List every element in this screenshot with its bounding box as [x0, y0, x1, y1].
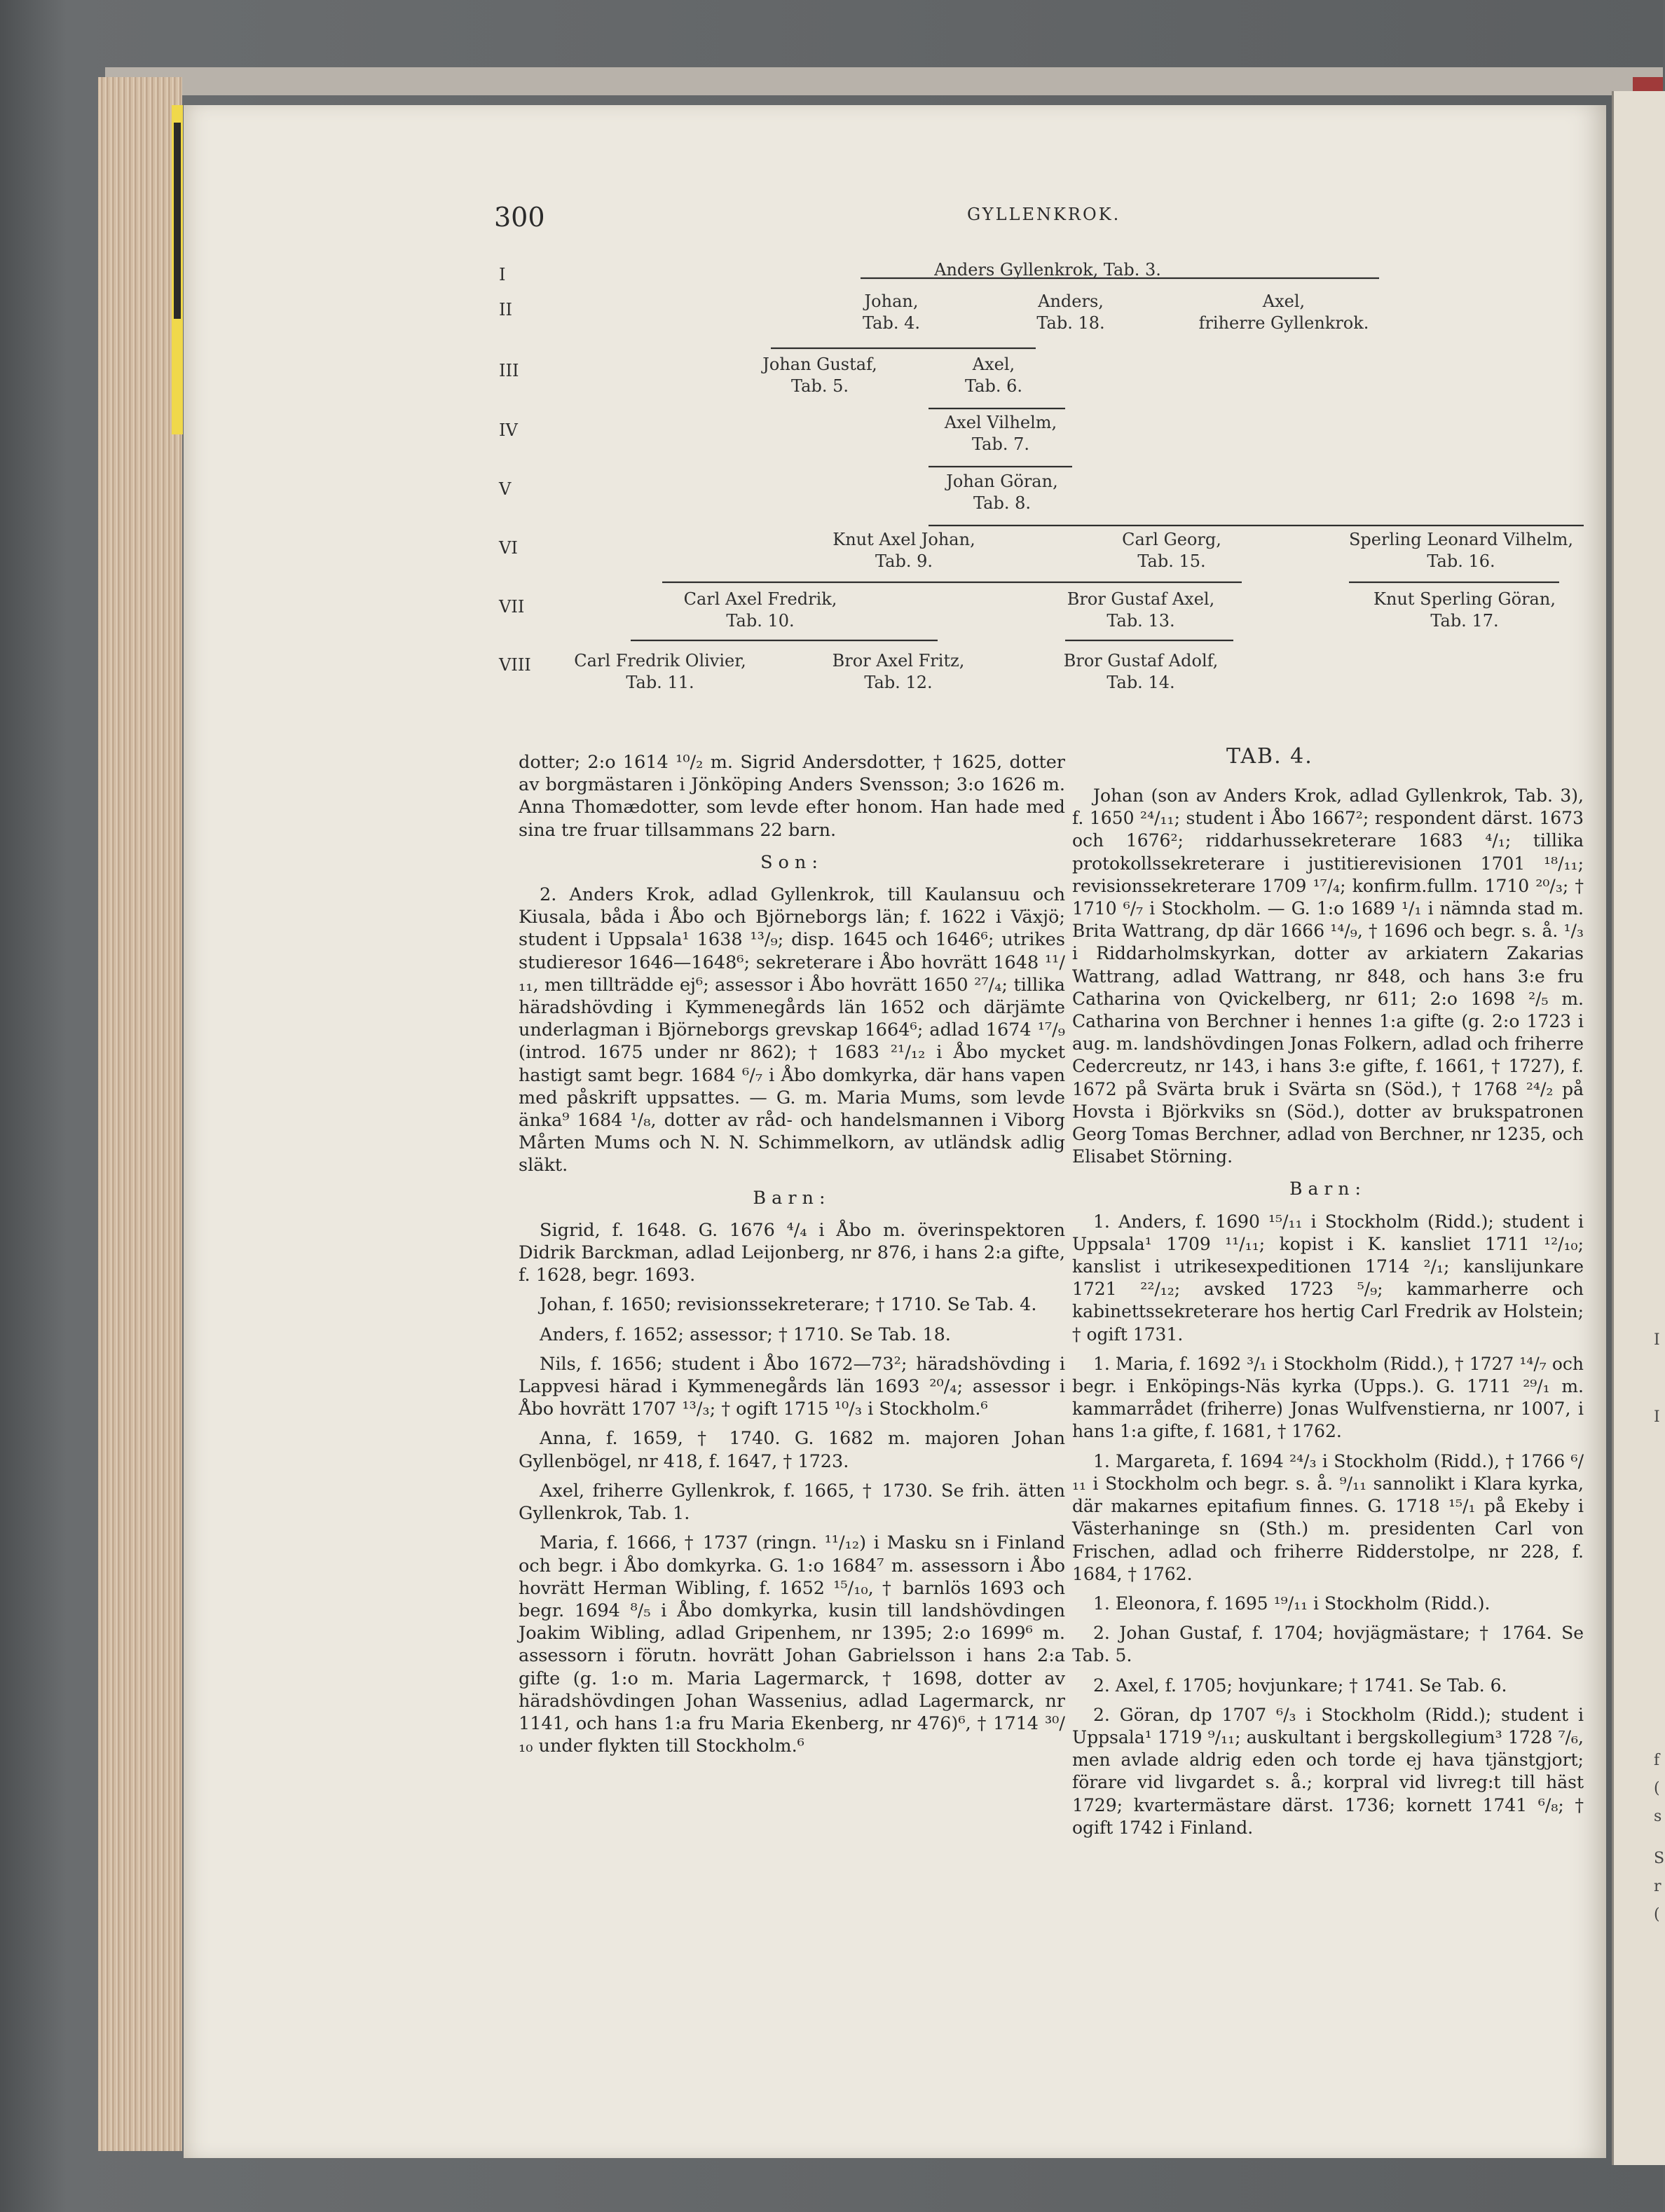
- person-name: Carl Axel Fredrik,: [683, 589, 837, 609]
- person-name: Knut Axel Johan,: [832, 530, 975, 549]
- person-name: Axel,: [972, 355, 1015, 374]
- generation-label: VIII: [499, 655, 531, 675]
- section-heading: Son:: [760, 851, 823, 873]
- paragraph: Axel, friherre Gyllenkrok, f. 1665, † 1730. Se frih. ätten Gyllenkrok, Tab. 1.: [519, 1480, 1065, 1525]
- tree-person: [1199, 291, 1369, 334]
- paragraph: dotter; 2:o 1614 ¹⁰/₂ m. Sigrid Andersdotter, † 1625, dotter av borgmästaren i Jönköping Anders Svensson; 3:o 1626 m. Anna Thomædotter, som levde efter honom. Han hade med sina tre fruar tillsammans 22 barn.: [519, 752, 1065, 841]
- generation-label: VII: [499, 597, 525, 617]
- paragraph: 2. Anders Krok, adlad Gyllenkrok, till Kaulansuu och Kiusala, båda i Åbo och Björneborgs län; f. 1622 i Växjö; student i Uppsala¹ 1638 ¹³/₉; disp. 1645 och 1646⁶; utrikes studieresor 1646—1648⁶; sekreterare i Åbo hovrätt 1648 ¹¹/₁₁, men tillträdde ej⁶; assessor i Åbo hovrätt 1650 ²⁷/₄; tillika häradshövding i Kymmenegårds län 1652 och därjämte underlagman i Björneborgs grevskap 1664⁶; adlad 1674 ¹⁷/₉ (introd. 1675 under nr 862); † 1683 ²¹/₁₂ i Åbo mycket hastigt samt begr. 1684 ⁶/₇ i Åbo domkyrka, där hans vapen med påskrift uppsattes. — G. m. Maria Mums, som levde änka⁹ 1684 ¹/₈, dotter av råd- och handelsmannen i Viborg Mårten Mums och N. N. Schimmelkorn, av utländsk adlig släkt.: [519, 884, 1065, 1176]
- next-page-glyph: S: [1654, 1850, 1665, 1867]
- person-name: Johan Göran,: [946, 472, 1058, 491]
- section-heading: Barn:: [1289, 1179, 1366, 1200]
- tree-person: [1067, 589, 1214, 632]
- paragraph: Nils, f. 1656; student i Åbo 1672—73²; häradshövding i Lappvesi härad i Kymmenegårds län 1693 ²⁰/₄; assessor i Åbo hovrätt 1707 ¹³/₃; † ogift 1715 ¹⁰/₃ i Stockholm.⁶: [519, 1353, 1065, 1420]
- person-tab: Tab. 10.: [726, 611, 795, 631]
- paragraph: Anders, f. 1652; assessor; † 1710. Se Tab. 18.: [540, 1324, 951, 1345]
- paragraph: 2. Axel, f. 1705; hovjunkare; † 1741. Se Tab. 6.: [1093, 1675, 1507, 1696]
- tree-person: [684, 589, 837, 632]
- person-name: Bror Axel Fritz,: [832, 651, 965, 671]
- section-heading: Barn:: [753, 1187, 831, 1209]
- person-tab: Tab. 4.: [863, 313, 920, 333]
- paragraph: Sigrid, f. 1648. G. 1676 ⁴/₄ i Åbo m. överinspektoren Didrik Barckman, adlad Leijonberg, nr 876, i hans 2:a gifte, f. 1628, begr. 1693.: [519, 1219, 1065, 1286]
- person-tab: Tab. 11.: [626, 673, 694, 692]
- tree-person: [1036, 291, 1104, 334]
- next-page-glyph: r: [1654, 1878, 1661, 1895]
- running-title: GYLLENKROK.: [967, 205, 1121, 224]
- generation-label: I: [499, 265, 506, 284]
- paragraph: 2. Göran, dp 1707 ⁶/₃ i Stockholm (Ridd.); student i Uppsala¹ 1719 ⁹/₁₁; auskultant i bergskollegium³ 1728 ⁷/₆, men avlade aldrig eden och torde ej hava tjänstgjort; förare vid livgardet s. å.; korpral vid livreg:t till häst 1729; kvartermästare därst. 1736; kornett 1741 ⁶/₈; † ogift 1742 i Finland.: [1072, 1704, 1584, 1838]
- generation-label: IV: [499, 420, 518, 440]
- person-tab: Tab. 8.: [973, 493, 1031, 513]
- paragraph: 1. Eleonora, f. 1695 ¹⁹/₁₁ i Stockholm (Ridd.).: [1093, 1593, 1491, 1614]
- tree-person: [1373, 589, 1556, 632]
- tree-person: [1349, 529, 1573, 572]
- person-name: Axel,: [1262, 291, 1306, 311]
- next-page-glyph: I: [1654, 1408, 1660, 1426]
- person-tab: Tab. 18.: [1036, 313, 1105, 333]
- generation-label: III: [499, 361, 519, 380]
- person-name: Axel Vilhelm,: [944, 413, 1057, 432]
- person-tab: Tab. 6.: [965, 376, 1022, 396]
- next-page-glyph: (: [1654, 1780, 1660, 1797]
- person-name: Bror Gustaf Axel,: [1067, 589, 1215, 609]
- paragraph: 1. Maria, f. 1692 ³/₁ i Stockholm (Ridd.), † 1727 ¹⁴/₇ och begr. i Enköpings-Näs kyrka (Upps.). G. 1711 ²⁹/₁ m. kammarrådet (friherre) Jonas Wulfvenstierna, nr 1007, i hans 1:a gifte, f. 1681, † 1762.: [1072, 1353, 1584, 1442]
- person-name: Johan Gustaf,: [762, 355, 877, 374]
- next-page-glyph: (: [1654, 1906, 1660, 1923]
- paragraph: Johan, f. 1650; revisionssekreterare; † 1710. Se Tab. 4.: [540, 1294, 1037, 1316]
- person-name: Knut Sperling Göran,: [1373, 589, 1556, 609]
- person-tab: Tab. 16.: [1427, 551, 1495, 571]
- person-name: Johan,: [864, 291, 919, 311]
- next-page-glyph: I: [1654, 1331, 1660, 1349]
- paragraph: 1. Anders, f. 1690 ¹⁵/₁₁ i Stockholm (Ridd.); student i Uppsala¹ 1709 ¹¹/₁₁; kopist i K. kansliet 1711 ¹²/₁₀; kanslist i utrikesexpeditionen 1714 ²/₁; kanslijunkare 1721 ²²/₁₂; avsked 1723 ⁵/₉; kammarherre och kabinettssekreterare hos hertig Carl Fredrik av Holstein; † ogift 1731.: [1072, 1211, 1584, 1345]
- tree-person: [965, 354, 1022, 397]
- person-name: Carl Fredrik Olivier,: [574, 651, 746, 671]
- paragraph: Anna, f. 1659, † 1740. G. 1682 m. majoren Johan Gyllenbögel, nr 418, f. 1647, † 1723.: [519, 1428, 1065, 1472]
- person-name: Anders,: [1038, 291, 1104, 311]
- next-page-glyph: f: [1654, 1752, 1660, 1769]
- generation-label: V: [499, 479, 512, 499]
- tree-person: [863, 291, 920, 334]
- tree-person: [945, 412, 1057, 455]
- next-page-glyph: s: [1654, 1808, 1662, 1825]
- page-number: 300: [494, 202, 545, 233]
- tree-person: [1064, 650, 1219, 694]
- person-tab: Tab. 17.: [1430, 611, 1499, 631]
- right-text-column: [1072, 785, 1584, 1846]
- generation-label: VI: [499, 538, 518, 558]
- person-tab: Tab. 14.: [1106, 673, 1175, 692]
- person-tab: Tab. 9.: [875, 551, 933, 571]
- paragraph: Maria, f. 1666, † 1737 (ringn. ¹¹/₁₂) i Masku sn i Finland och begr. i Åbo domkyrka. G. 1:o 1684⁷ m. assessorn i Åbo hovrätt Herman Wibling, f. 1652 ¹⁵/₁₀, † barnlös 1693 och begr. 1694 ⁸/₅ i Åbo domkyrka, kusin till landshövdingen Joakim Wibling, adlad Gripenhem, nr 1395; 2:o 1699⁶ m. assessorn i förutn. hovrätt Johan Gabrielsson i hans 2:a gifte (g. 1:o m. Maria Lagermarck, † 1698, dotter av häradshövdingen Johan Wassenius, adlad Lagermarck, nr 1141, och hans 1:a fru Maria Ekenberg, nr 476)⁶, † 1714 ³⁰/₁₀ under flykten till Stockholm.⁶: [519, 1532, 1065, 1757]
- generation-label: II: [499, 300, 512, 320]
- paragraph: Johan (son av Anders Krok, adlad Gyllenkrok, Tab. 3), f. 1650 ²⁴/₁₁; student i Åbo 1667²; respondent därst. 1673 och 1676²; riddarhussekreterare 1683 ⁴/₁; tillika protokollssekreterare i justitierevisionen 1701 ¹⁸/₁₁; revisionssekreterare 1709 ¹⁷/₄; konfirm.fullm. 1710 ²⁰/₃; † 1710 ⁶/₇ i Stockholm. — G. 1:o 1689 ¹/₁ i nämnda stad m. Brita Wattrang, dp där 1666 ¹⁴/₉, † 1696 och begr. s. å. ¹/₃ i Riddarholmskyrkan, dotter av arkiatern Zakarias Wattrang, adlad Wattrang, nr 848, och hans 3:e fru Catharina von Qvickelberg, nr 611; 2:o 1698 ²/₅ m. Catharina von Berchner i hennes 1:a gifte (g. 2:o 1723 i aug. m. landshövdingen Jonas Folkern, adlad och friherre Cedercreutz, nr 143, i hans 3:e gifte, f. 1661, † 1727), f. 1672 på Svärta bruk i Svärta sn (Söd.), † 1768 ²⁴/₂ på Hovsta i Björkviks sn (Söd.), dotter av brukspatronen Georg Tomas Berchner, adlad von Berchner, nr 1235, och Elisabet Störning.: [1072, 785, 1584, 1167]
- tree-person: [946, 471, 1057, 514]
- person-tab: Tab. 13.: [1106, 611, 1175, 631]
- person-tab: Tab. 12.: [864, 673, 933, 692]
- tree-person: [832, 529, 975, 572]
- tree-person: [832, 650, 965, 694]
- person-name: Sperling Leonard Vilhelm,: [1348, 530, 1574, 549]
- tree-root: Anders Gyllenkrok, Tab. 3.: [934, 260, 1161, 280]
- person-tab: Tab. 7.: [972, 434, 1029, 454]
- person-tab: Tab. 5.: [791, 376, 849, 396]
- paragraph: 2. Johan Gustaf, f. 1704; hovjägmästare; † 1764. Se Tab. 5.: [1072, 1623, 1584, 1666]
- person-tab: Tab. 15.: [1137, 551, 1206, 571]
- tree-person: [762, 354, 877, 397]
- left-text-column: [519, 751, 1065, 1764]
- person-name: Bror Gustaf Adolf,: [1063, 651, 1219, 671]
- person-name: Carl Georg,: [1122, 530, 1221, 549]
- person-tab: friherre Gyllenkrok.: [1198, 313, 1369, 333]
- tree-person: [1122, 529, 1221, 572]
- paragraph: 1. Margareta, f. 1694 ²⁴/₃ i Stockholm (Ridd.), † 1766 ⁶/₁₁ i Stockholm och begr. s. å. ⁹/₁₁ sannolikt i Klara kyrka, där makarnes epitafium finnes. G. 1718 ¹⁵/₁ på Ekeby i Västerhaninge sn (Sth.) m. presidenten Carl von Frischen, adlad och friherre Ridderstolpe, nr 228, f. 1684, † 1762.: [1072, 1450, 1584, 1584]
- tab-title: TAB. 4.: [1226, 744, 1313, 769]
- tree-person: [574, 650, 746, 694]
